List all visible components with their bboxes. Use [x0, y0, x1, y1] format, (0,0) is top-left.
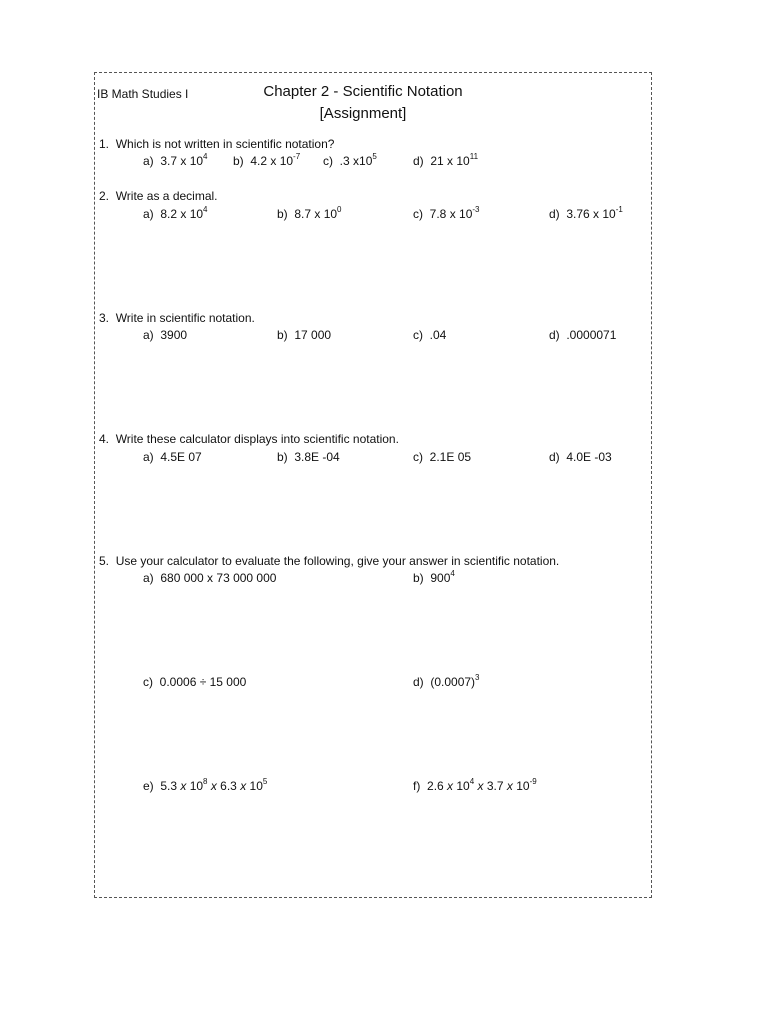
q2-option-d: d) 3.76 x $10^{-1}$	[549, 205, 623, 221]
q2-option-c: c) 7.8 x $10^{-3}$	[413, 205, 480, 221]
question-prompt: Write these calculator displays into scientific notation.	[115, 432, 399, 446]
question-1	[99, 137, 334, 151]
question-5	[99, 554, 559, 568]
question-prompt: Write as a decimal.	[115, 189, 218, 203]
question-prompt: Write in scientific notation.	[115, 311, 255, 325]
q5-part-d: d) $(0.0007)^3$	[413, 673, 480, 689]
question-number: 1.	[99, 137, 110, 151]
question-number: 4.	[99, 432, 110, 446]
q4-option-c: c) 2.1E 05	[413, 450, 472, 464]
q5-part-c: c) 0.0006 ÷ 15 000	[143, 675, 247, 689]
question-prompt: Use your calculator to evaluate the following, give your answer in scientific notation.	[115, 554, 560, 568]
question-3	[99, 311, 255, 325]
q1-option-d: d) 21 x $10^{11}$	[413, 152, 479, 168]
question-2	[99, 189, 218, 203]
q5-part-e: e) 5.3 x $10^8$ x 6.3 x $10^5$	[143, 777, 268, 793]
q1-option-b: b) 4.2 x $10^{-7}$	[233, 152, 301, 168]
question-number: 2.	[99, 189, 110, 203]
question-number: 5.	[99, 554, 110, 568]
q2-option-a: a) 8.2 x $10^4$	[143, 205, 208, 221]
q3-option-a: a) 3900	[143, 328, 188, 342]
q4-option-d: d) 4.0E -03	[549, 450, 612, 464]
page-subtitle: [Assignment]	[319, 105, 407, 122]
question-4	[99, 432, 399, 446]
q2-option-b: b) 8.7 x $10^0$	[277, 205, 342, 221]
q3-option-c: c) .04	[413, 328, 447, 342]
q1-option-c: c) .3 $x10^5$	[323, 152, 377, 168]
question-prompt: Which is not written in scientific notation?	[115, 137, 335, 151]
course-name: IB Math Studies I	[97, 87, 189, 101]
q5-part-f: f) 2.6 x $10^4$ x 3.7 x $10^{-9}$	[413, 777, 537, 793]
q3-option-b: b) 17 000	[277, 328, 332, 342]
page-title: Chapter 2 - Scientific Notation	[263, 83, 463, 100]
worksheet-page	[94, 72, 652, 898]
q4-option-a: a) 4.5E 07	[143, 450, 202, 464]
q5-part-b: b) $900^4$	[413, 569, 455, 585]
q5-part-a: a) 680 000 x 73 000 000	[143, 571, 277, 585]
q3-option-d: d) .0000071	[549, 328, 617, 342]
question-number: 3.	[99, 311, 110, 325]
q4-option-b: b) 3.8E -04	[277, 450, 340, 464]
q1-option-a: a) 3.7 x $10^4$	[143, 152, 208, 168]
